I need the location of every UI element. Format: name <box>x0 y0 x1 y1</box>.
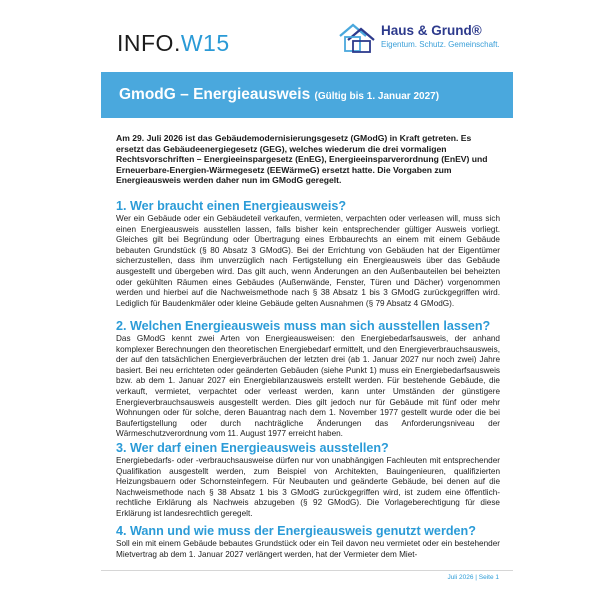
section-heading: 4. Wann und wie muss der Energieausweis genutzt werden? <box>116 524 476 538</box>
intro-paragraph: Am 29. Juli 2026 ist das Gebäudemodernisierungsgesetz (GModG) in Kraft getreten. Es ersetzt das Gebäudeenergiegesetz (GEG), welches wiederum die drei vormaligen Rechtsvorschriften – Energieeinspargesetz (EnEG), Energieeinsparverordnung (EnEV) und Erneuerbare-Energien-Wärmegesetz (EEWärmeG) ersetzt hatte. Die Vorgaben zum Energieausweis werden daher nun im GModG geregelt. <box>116 133 488 186</box>
section-heading: 1. Wer braucht einen Energieausweis? <box>116 199 347 213</box>
footer-page-info: Juli 2026 | Seite 1 <box>447 574 499 581</box>
document-code-suffix: W15 <box>180 30 230 56</box>
document-code-prefix: INFO. <box>117 30 181 56</box>
banner-title <box>119 86 439 104</box>
banner-title-main: GmodG – Energieausweis <box>119 86 311 103</box>
section-body: Das GModG kennt zwei Arten von Energieausweisen: den Energiebedarfsausweis, der anhand komplexer Berechnungen den theoretischen Energiebedarf ermittelt, und den Energieverbrauchsausweis, der auf den tatsächlichen Energieverbräuchen der letzten drei (ab 1. Januar 2027 nur noch zwei) Jahre basiert. Bei neu errichteten oder geänderten Gebäuden (siehe Punkt 1) muss ein Energiebedarfsausweis bzw. ab dem 1. Januar 2027 ein Energiebilanzausweis erstellt werden. Für bestehende Gebäude, die verkauft, vermietet, verpachtet oder verleast werden, kann unter Umständen der günstigere Energieverbrauchsausweis ausgestellt werden. Dies gilt jedoch nur für Gebäude mit fünf oder mehr Wohnungen oder für solche, deren Bauantrag nach dem 1. November 1977 gestellt wurde oder die bei Baufertigstellung oder durch nachträgliche Änderungen das Anforderungsniveau der Wärmeschutzverordnung vom 11. August 1977 erreicht haben. <box>116 334 500 439</box>
section-body: Wer ein Gebäude oder ein Gebäudeteil verkaufen, vermieten, verpachten oder verleasen will, muss sich einen Energieausweis ausstellen lassen, falls bisher kein entsprechender gültiger Ausweis vorliegt. Gleiches gilt bei Begründung oder Übertragung eines Erbbaurechts an einem mit einem Gebäude bebauten Grundstück (§ 80 Absatz 3 GModG). Bei der Errichtung von Gebäuden hat der Eigentümer sicherzustellen, dass ihm unverzüglich nach Fertigstellung ein Energieausweis über das Gebäude ausgestellt und übergeben wird. Das gilt auch, wenn Änderungen an den Außenbauteilen bei beheizten oder gekühlten Räumen eines Gebäudes (Außenwände, Fenster, Türen und Dächer) vorgenommen werden und hierbei auf die Nachweismethode nach § 38 Absatz 1 bis 3 GModG zurückgegriffen wird. Lediglich für Baudenkmäler oder kleine Gebäude gelten Ausnahmen (§ 79 Absatz 4 GModG). <box>116 214 500 308</box>
section-3 <box>116 441 500 520</box>
section-4 <box>116 524 500 560</box>
house-logo-icon <box>337 22 379 54</box>
section-1 <box>116 199 500 309</box>
title-banner <box>101 72 513 118</box>
brand-tagline: Eigentum. Schutz. Gemeinschaft. <box>381 40 500 49</box>
banner-subtitle: (Gültig bis 1. Januar 2027) <box>314 91 440 102</box>
section-body: Energiebedarfs- oder -verbrauchsausweise dürfen nur von unabhängigen Fachleuten mit entsprechender Qualifikation ausgestellt werden, zum Beispiel von Architekten, Bauingenieuren, qualifizierten Heizungsbauern oder Schornsteinfegern. Für Neubauten und geänderte Gebäude, bei denen auf die Nachweismethode nach § 38 Absatz 1 bis 3 GModG zurückgegriffen wird, ist zudem eine öffentlich-rechtliche Erklärung als Nachweis abzugeben (§ 92 GModG). Die Vorlageberechtigung für diese Erklärung ist landesrechtlich geregelt. <box>116 456 500 518</box>
document-code <box>117 30 230 57</box>
section-2 <box>116 319 500 440</box>
section-heading: 2. Welchen Energieausweis muss man sich ausstellen lassen? <box>116 319 491 333</box>
section-heading: 3. Wer darf einen Energieausweis ausstellen? <box>116 441 389 455</box>
page-footer <box>101 571 513 585</box>
brand-logo <box>337 22 500 56</box>
brand-name: Haus & Grund® <box>381 23 482 38</box>
section-body: Soll ein mit einem Gebäude bebautes Grundstück oder ein Teil davon neu vermietet oder ein bestehender Mietvertrag ab dem 1. Januar 2027 verlängert werden, hat der Vermieter dem Miet- <box>116 539 500 559</box>
